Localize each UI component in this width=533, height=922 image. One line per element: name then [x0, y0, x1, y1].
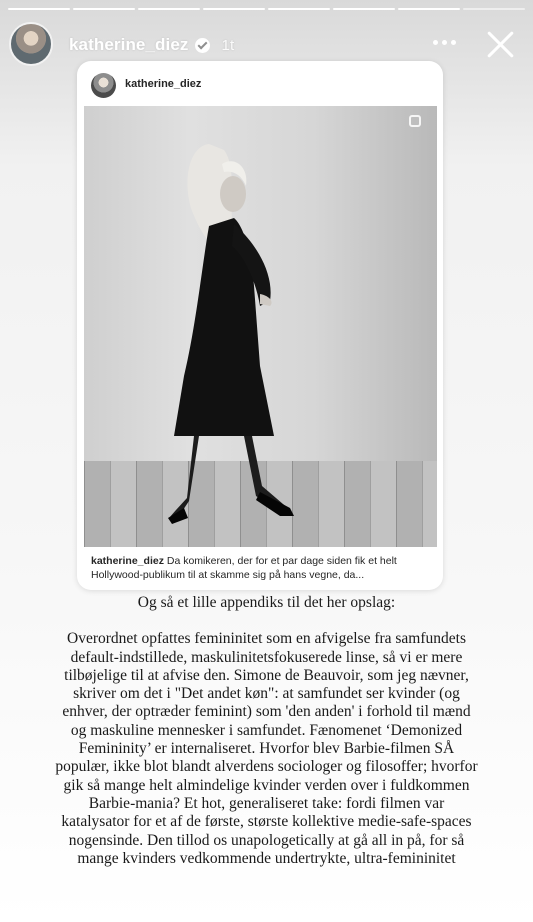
progress-segment	[333, 8, 395, 10]
story-text-line: populær, ikke blot blandt alverdens sociologer og filosoffer; hvorfor	[55, 758, 478, 776]
story-text-line: mange kvinders vedkommende undertrykte, ultra-femininitet	[77, 849, 456, 867]
progress-segment	[398, 8, 460, 10]
close-icon[interactable]	[484, 28, 516, 60]
progress-segment	[463, 8, 525, 10]
story-timestamp: 1t	[221, 36, 235, 54]
story-text-line: skriver om det i "Det andet køn": at samfundet ser kvinder (og	[73, 685, 460, 703]
story-text-overlay	[14, 594, 519, 868]
story-text-line: gik så mange helt almindelige kvinder verden over i fuldkommen	[63, 776, 470, 794]
story-text-line: og maskuline mennesker i samfundet. Fænomenet ‘Demonized	[70, 721, 463, 739]
story-progress-bar	[8, 8, 525, 10]
woman-in-black-coat-figure	[84, 106, 437, 547]
avatar[interactable]	[9, 22, 53, 66]
progress-segment	[203, 8, 265, 10]
caption-username: katherine_diez	[91, 555, 164, 567]
caption-text: Da komikeren, der for et par dage siden fik et helt Hollywood-publikum til at skamme sig på hans vegne, da...	[91, 555, 397, 581]
story-text-line: Barbie-mania? Et hot, generaliseret take: fordi filmen var	[88, 794, 445, 812]
story-text-line: tilbøjelige til at afvise den. Simone de Beauvoir, som jeg nævner,	[64, 666, 469, 684]
multiple-images-icon	[409, 115, 421, 127]
story-text-line: Femininity’ er internaliseret. Hvorfor blev Barbie-filmen SÅ	[78, 740, 455, 758]
more-options-icon[interactable]	[433, 40, 456, 45]
progress-segment	[8, 8, 70, 10]
progress-segment	[268, 8, 330, 10]
story-text-line: nogensinde. Den tillod os unapologetically at gå all in på, for så	[68, 831, 465, 849]
post-caption	[91, 554, 431, 582]
shared-post-card[interactable]	[77, 61, 443, 590]
progress-segment	[73, 8, 135, 10]
story-text-body	[14, 630, 519, 868]
story-text-line: enhver, der optræder feminint) som 'den anden' i forhold til mænd	[62, 703, 471, 721]
verified-badge-icon	[195, 38, 210, 53]
story-text-line: default-indstillede, maskulinitetsfokuserede linse, så vi er mere	[70, 648, 463, 666]
post-avatar	[91, 73, 116, 98]
progress-segment	[138, 8, 200, 10]
username-text: katherine_diez	[69, 35, 189, 54]
story-text-line: Overordnet opfattes femininitet som en afvigelse fra samfundets	[67, 630, 466, 648]
story-username[interactable]	[69, 35, 234, 55]
post-photo	[84, 106, 437, 547]
post-username: katherine_diez	[125, 78, 202, 90]
story-text-intro: Og så et lille appendiks til det her opslag:	[137, 594, 396, 611]
story-text-line: katalysator for et af de første, største kollektive medie-safe-spaces	[61, 813, 472, 831]
